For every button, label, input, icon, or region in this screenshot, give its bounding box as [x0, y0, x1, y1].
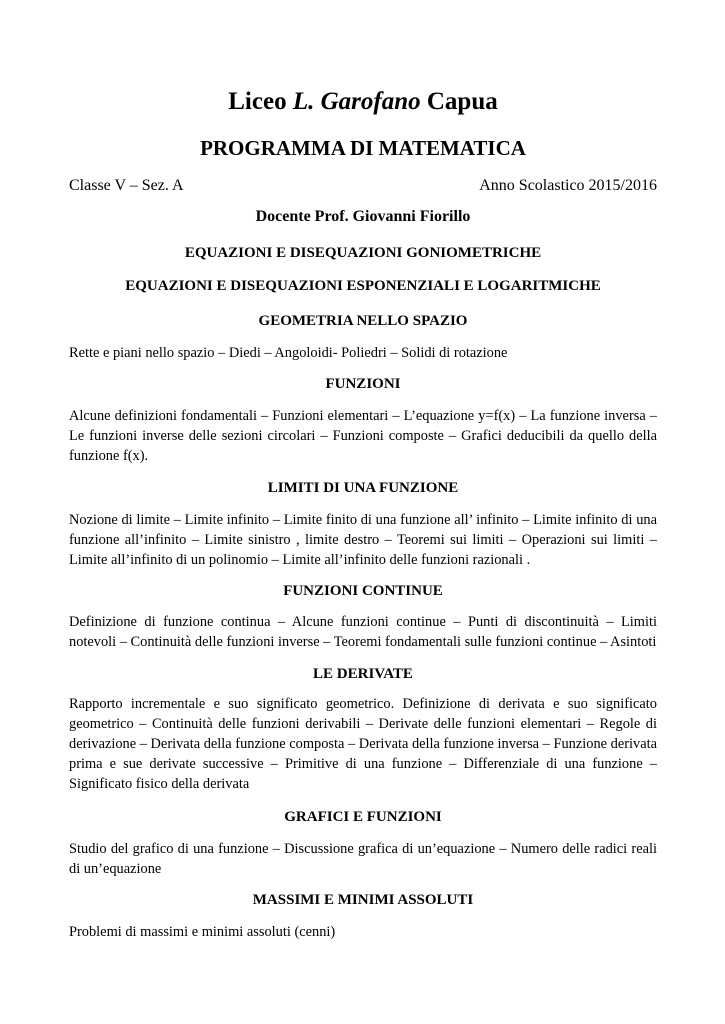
section-heading-funzioni-continue: FUNZIONI CONTINUE	[283, 583, 443, 599]
school-title	[69, 85, 657, 119]
section-heading-geometria-spazio: GEOMETRIA NELLO SPAZIO	[258, 313, 468, 329]
class-year-line	[69, 176, 657, 196]
section-body-funzioni: Alcune definizioni fondamentali – Funzioni elementari – L’equazione y=f(x) – La funzione inversa – Le funzioni inverse delle sezioni circolari – Funzioni composte – Grafici deducibili da quello della funzione f(x).	[69, 408, 657, 464]
section-heading-grafici: GRAFICI E FUNZIONI	[284, 809, 442, 825]
section-body-grafici: Studio del grafico di una funzione – Discussione grafica di un’equazione – Numero delle radici reali di un’equazione	[69, 841, 657, 877]
section-heading-limiti: LIMITI DI UNA FUNZIONE	[267, 480, 459, 496]
school-year-label: Anno Scolastico 2015/2016	[479, 177, 657, 194]
section-body-geometria-spazio: Rette e piani nello spazio – Diedi – Angoloidi- Poliedri – Solidi di rotazione	[69, 345, 508, 361]
section-heading-massimi-minimi: MASSIMI E MINIMI ASSOLUTI	[252, 892, 474, 908]
teacher-name: Docente Prof. Giovanni Fiorillo	[255, 208, 471, 225]
section-heading-esponenziali: EQUAZIONI E DISEQUAZIONI ESPONENZIALI E LOGARITMICHE	[125, 278, 601, 294]
section-body-derivate: Rapporto incrementale e suo significato geometrico. Definizione di derivata e suo significato geometrico – Continuità delle funzioni derivabili – Derivate delle funzioni elementari – Regole di derivazione – Derivata della funzione composta – Derivata della funzione inversa – Funzione derivata prima e sue derivate successive – Primitive di una funzione – Differenziale di una funzione – Significato fisico della derivata	[69, 696, 657, 792]
section-heading-derivate: LE DERIVATE	[313, 666, 413, 682]
program-subtitle: PROGRAMMA DI MATEMATICA	[200, 136, 526, 160]
section-body-funzioni-continue: Definizione di funzione continua – Alcune funzioni continue – Punti di discontinuità – Limiti notevoli – Continuità delle funzioni inverse – Teoremi fondamentali sulle funzioni continue – Asintoti	[69, 614, 657, 650]
section-body-limiti: Nozione di limite – Limite infinito – Limite finito di una funzione all’ infinito – Limite infinito di una funzione all’infinito – Limite sinistro , limite destro – Teoremi sui limiti – Operazioni sui limiti – Limite all’infinito di un polinomio – Limite all’infinito delle funzioni razionali .	[69, 512, 657, 568]
section-heading-funzioni: FUNZIONI	[325, 376, 401, 392]
class-label: Classe V – Sez. A	[69, 177, 184, 194]
school-title-italic-name: L. Garofano	[292, 88, 421, 115]
school-title-suffix: Capua	[420, 88, 498, 115]
section-body-massimi-minimi: Problemi di massimi e minimi assoluti (cenni)	[69, 924, 336, 940]
section-heading-goniometriche: EQUAZIONI E DISEQUAZIONI GONIOMETRICHE	[184, 245, 542, 261]
school-title-prefix: Liceo	[228, 88, 293, 115]
